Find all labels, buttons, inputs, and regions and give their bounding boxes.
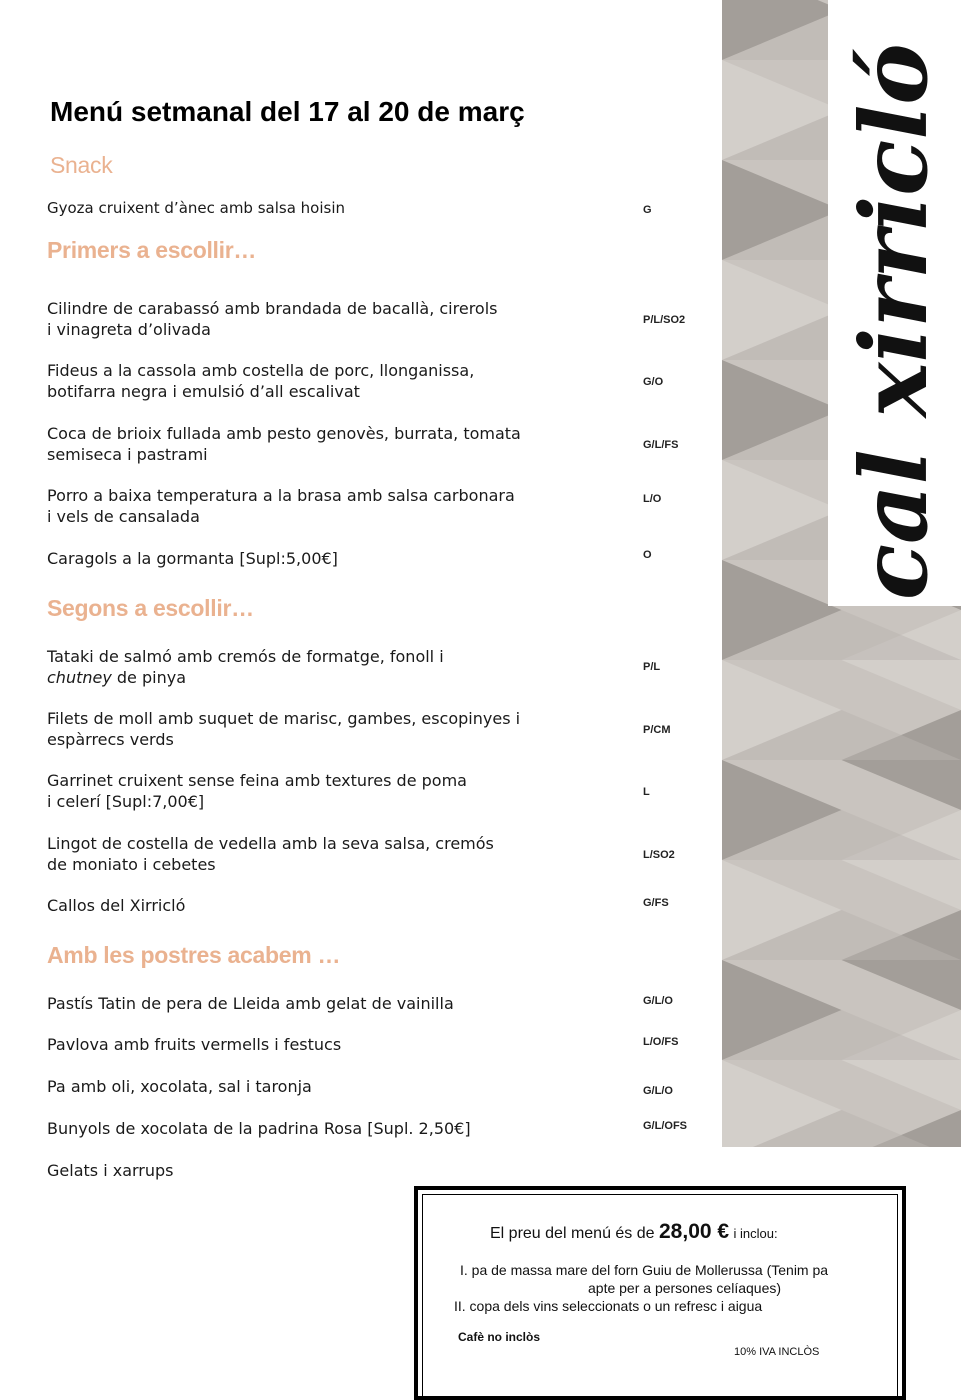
allergen-code: L/O/FS <box>643 1036 679 1048</box>
allergen-code: L/O <box>643 493 662 505</box>
dish-line: Fideus a la cassola amb costella de porc, llonganissa, <box>47 361 475 380</box>
dish-item <box>47 298 497 340</box>
dish-line: Coca de brioix fullada amb pesto genovès, burrata, tomata <box>47 424 521 443</box>
price-box <box>414 1186 906 1400</box>
logo-panel <box>828 0 961 606</box>
allergen-code: G/L/O <box>643 1085 673 1097</box>
allergen-code: O <box>643 549 652 561</box>
dish-name: Gyoza cruixent d’ànec amb salsa hoisin <box>47 199 346 217</box>
dish-line: Garrinet cruixent sense feina amb textures de poma <box>47 771 467 790</box>
allergen-code: L <box>643 786 650 798</box>
dish-line: Porro a baixa temperatura a la brasa amb salsa carbonara <box>47 486 515 505</box>
dish-line-rest: de pinya <box>111 668 186 687</box>
allergen-code: G <box>643 204 652 216</box>
menu-title: Menú setmanal del 17 al 20 de març <box>50 96 525 127</box>
dish-name: Pa amb oli, xocolata, sal i taronja <box>47 1077 312 1096</box>
dish-line: Cilindre de carabassó amb brandada de bacallà, cirerols <box>47 299 498 318</box>
section-heading-postres: Amb les postres acabem … <box>47 942 341 968</box>
logo-text: cal xirricló <box>840 43 948 600</box>
section-heading-primers: Primers a escollir… <box>47 237 257 263</box>
allergen-code: P/L <box>643 661 661 673</box>
dish-line: i celerí [Supl:7,00€] <box>47 792 205 811</box>
price-intro: El preu del menú és de <box>490 1225 655 1242</box>
dish-name: Caragols a la gormanta [Supl:5,00€] <box>47 549 338 568</box>
dish-line: semiseca i pastrami <box>47 445 208 464</box>
price-line <box>490 1220 778 1244</box>
restaurant-logo <box>828 0 961 606</box>
dish-name: Callos del Xirricló <box>47 896 186 915</box>
dish-item <box>47 360 474 402</box>
dish-line: i vels de cansalada <box>47 507 200 526</box>
dish-line <box>47 667 444 688</box>
dish-name: Pavlova amb fruits vermells i festucs <box>47 1035 342 1054</box>
dish-line: Filets de moll amb suquet de marisc, gambes, escopinyes i <box>47 709 521 728</box>
allergen-code: P/L/SO2 <box>643 314 686 326</box>
dish-line: espàrrecs verds <box>47 730 174 749</box>
dish-line: Tataki de salmó amb cremós de formatge, fonoll i <box>47 647 444 666</box>
dish-item <box>47 708 520 750</box>
dish-line: Lingot de costella de vedella amb la seva salsa, cremós <box>47 834 494 853</box>
dish-line: botifarra negra i emulsió d’all escalivat <box>47 382 360 401</box>
price-suffix: i inclou: <box>733 1226 778 1241</box>
dish-name: Bunyols de xocolata de la padrina Rosa [Supl. 2,50€] <box>47 1119 471 1138</box>
dish-name: Gelats i xarrups <box>47 1161 174 1180</box>
allergen-code: P/CM <box>643 724 671 736</box>
dish-name: Pastís Tatin de pera de Lleida amb gelat de vainilla <box>47 994 454 1013</box>
vat-note: 10% IVA INCLÒS <box>734 1346 820 1358</box>
dish-item <box>47 646 444 688</box>
dish-item <box>47 423 521 465</box>
allergen-code: G/FS <box>643 897 669 909</box>
allergen-code: G/L/FS <box>643 439 679 451</box>
included-item-bread-cont: apte per a persones celíaques) <box>588 1280 782 1296</box>
dish-line: i vinagreta d’olivada <box>47 320 211 339</box>
section-heading-segons: Segons a escollir… <box>47 595 254 621</box>
price-value: 28,00 € <box>659 1220 730 1243</box>
dish-item <box>47 770 467 812</box>
section-heading-snack: Snack <box>50 152 113 178</box>
dish-item <box>47 485 515 527</box>
included-item-bread: I. pa de massa mare del forn Guiu de Mollerussa (Tenim pa <box>460 1262 829 1278</box>
coffee-note: Cafè no inclòs <box>458 1330 541 1344</box>
allergen-code: L/SO2 <box>643 849 675 861</box>
allergen-code: G/O <box>643 376 664 388</box>
allergen-code: G/L/O <box>643 995 673 1007</box>
italic-word: chutney <box>47 668 112 687</box>
included-item-drink: II. copa dels vins seleccionats o un refresc i aigua <box>454 1298 763 1314</box>
allergen-code: G/L/OFS <box>643 1120 687 1132</box>
dish-item <box>47 833 494 875</box>
dish-line: de moniato i cebetes <box>47 855 216 874</box>
